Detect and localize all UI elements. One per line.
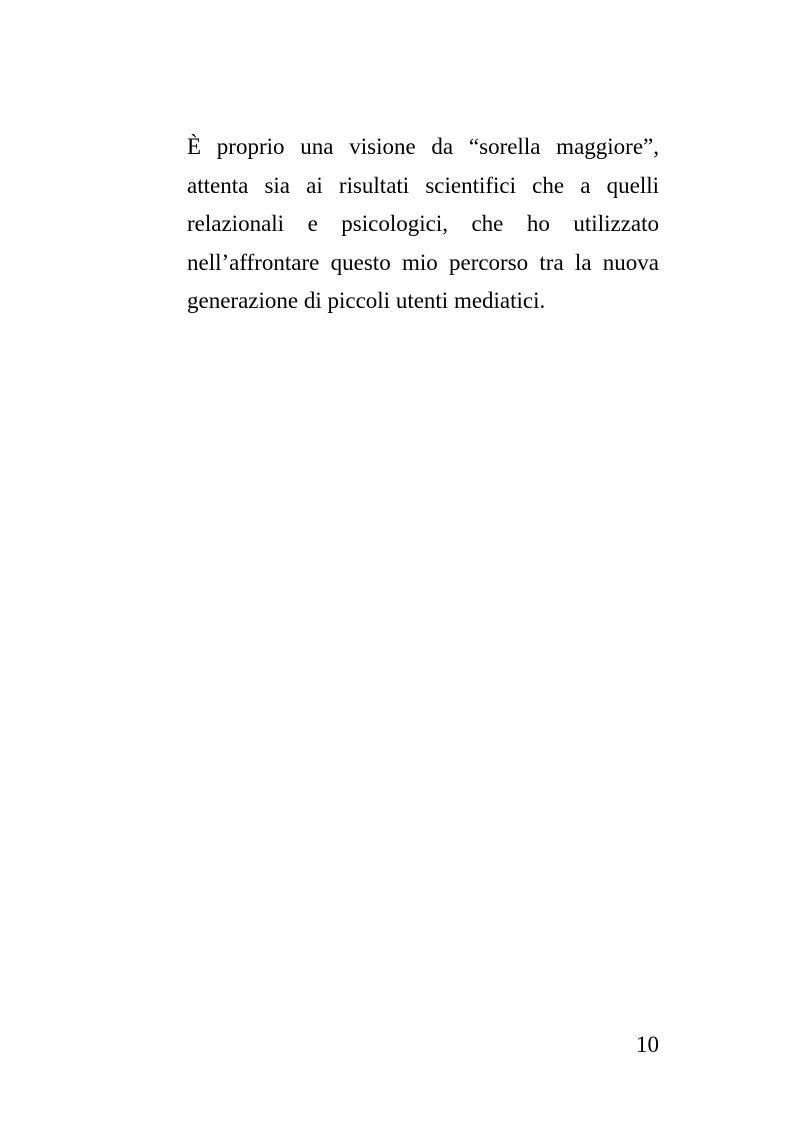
page-number: 10 [636,1032,659,1057]
paragraph-line: È proprio una visione da “sorella maggiore”, [187,134,659,159]
paragraph-line: nell’affrontare questo mio percorso tra la nuova [187,249,659,275]
paragraph-line: relazionali e psicologici, che ho utilizzato [187,211,659,236]
paragraph-line: attenta sia ai risultati scientifici che a quelli [187,172,659,198]
paragraph-line: generazione di piccoli utenti mediatici. [187,288,546,313]
body-paragraph [187,128,659,321]
